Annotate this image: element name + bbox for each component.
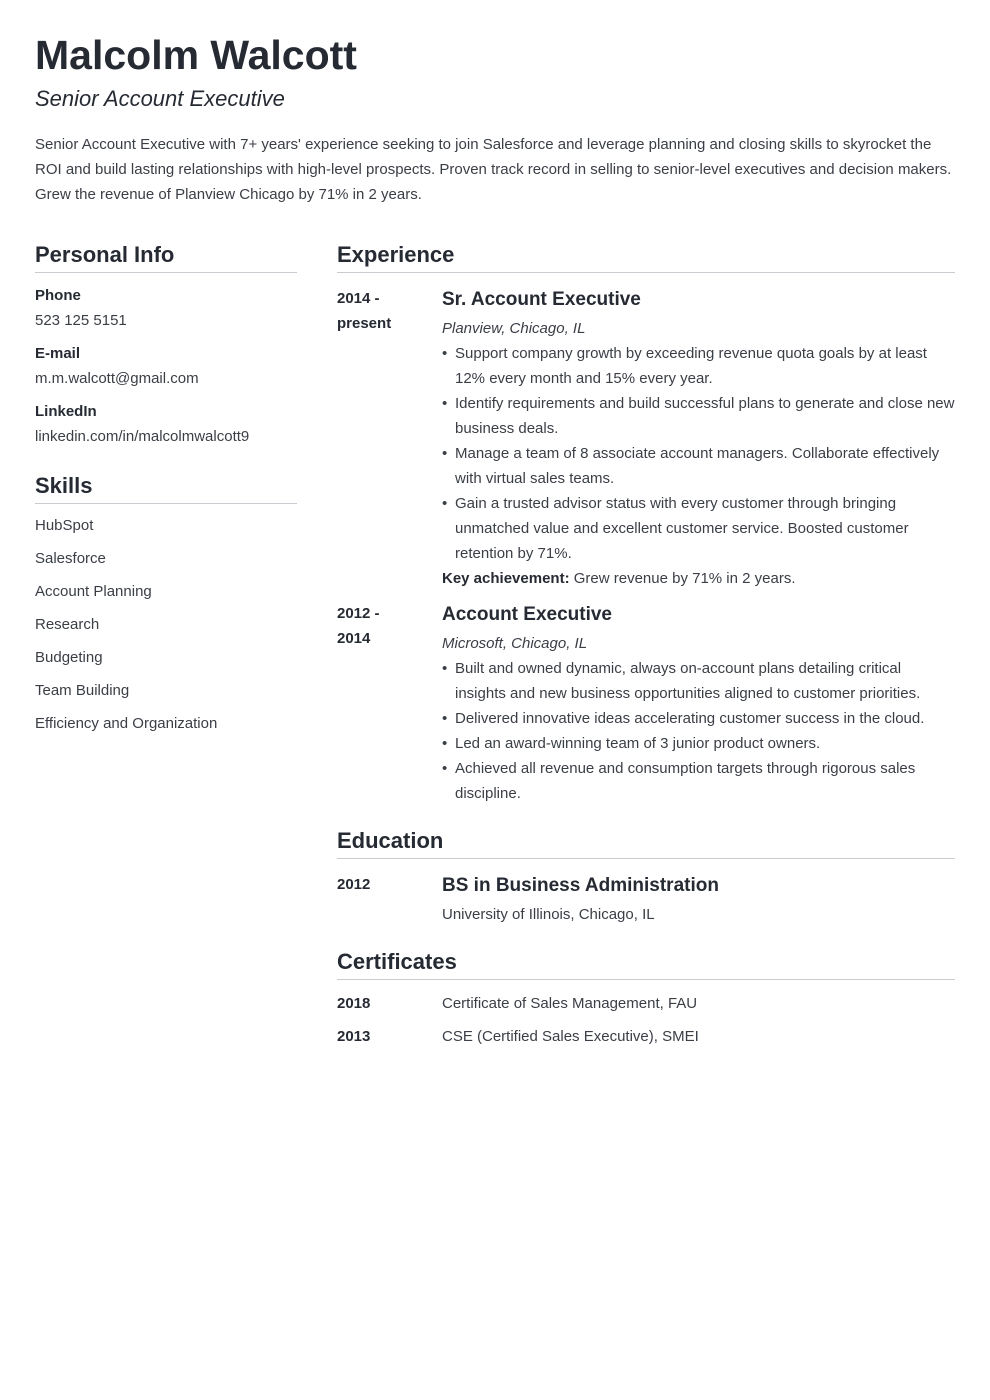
summary: Senior Account Executive with 7+ years' experience seeking to join Salesforce and leverage planning and closing skills to skyrocket the ROI and build lasting relationships with high-level prospects. Proven track record in selling to senior-level executives and decision makers. Grew the revenue of Planview Chicago by 71% in 2 years.	[35, 136, 952, 203]
key-achievement-label: Key achievement:	[442, 570, 570, 587]
skill-item: Efficiency and Organization	[35, 715, 218, 732]
linkedin-label: LinkedIn	[35, 403, 97, 420]
degree: BS in Business Administration	[442, 875, 719, 896]
bullet-item	[442, 656, 955, 706]
skill-item: Research	[35, 616, 100, 633]
job-company: Microsoft, Chicago, IL	[442, 635, 588, 652]
bullet-dot: •	[442, 735, 448, 752]
date-end: present	[337, 315, 392, 332]
skills-list	[35, 516, 297, 747]
bullet-item	[442, 441, 955, 491]
bullet-item	[442, 731, 955, 756]
email-value[interactable]: m.m.walcott@gmail.com	[35, 370, 199, 387]
bullet-item	[442, 756, 955, 806]
experience-heading: Experience	[337, 240, 955, 273]
certificate-year: 2013	[337, 1028, 371, 1045]
bullet-dot: •	[442, 660, 448, 677]
bullet-text: Gain a trusted advisor status with every customer through bringing unmatched value and excellent customer service. Boosted customer retention by 71%.	[455, 495, 909, 562]
experience-body	[442, 601, 955, 806]
job-company: Planview, Chicago, IL	[442, 320, 586, 337]
bullet-dot: •	[442, 710, 448, 727]
certificate-name: Certificate of Sales Management, FAU	[442, 995, 698, 1012]
bullet-text: Built and owned dynamic, always on-account plans detailing critical insights and new business opportunities aligned to customer priorities.	[455, 660, 921, 702]
education-year: 2012	[337, 876, 371, 893]
bullet-text: Delivered innovative ideas accelerating customer success in the cloud.	[455, 710, 925, 727]
bullet-item	[442, 706, 955, 731]
date-end: 2014	[337, 630, 371, 647]
right-column	[337, 240, 955, 1057]
bullet-item	[442, 341, 955, 391]
bullet-text: Achieved all revenue and consumption targets through rigorous sales discipline.	[455, 760, 916, 802]
bullet-dot: •	[442, 445, 448, 462]
certificates-heading: Certificates	[337, 947, 955, 980]
email-label: E-mail	[35, 345, 81, 362]
key-achievement-text: Grew revenue by 71% in 2 years.	[569, 570, 796, 587]
bullet-item	[442, 491, 955, 566]
experience-body	[442, 286, 955, 591]
skill-item: Team Building	[35, 682, 130, 699]
job-title: Sr. Account Executive	[442, 289, 641, 310]
candidate-name: Malcolm Walcott	[35, 32, 357, 78]
bullet-text: Support company growth by exceeding revenue quota goals by at least 12% every month and 15% every year.	[455, 345, 927, 387]
education-entry	[337, 872, 955, 927]
left-column	[35, 240, 297, 747]
school: University of Illinois, Chicago, IL	[442, 906, 655, 923]
skill-item: Account Planning	[35, 583, 152, 600]
education-body	[442, 872, 955, 927]
bullet-dot: •	[442, 395, 448, 412]
job-title: Account Executive	[442, 604, 612, 625]
skill-item: HubSpot	[35, 517, 94, 534]
certificate-year: 2018	[337, 995, 371, 1012]
bullet-text: Identify requirements and build successful plans to generate and close new business deals.	[455, 395, 955, 437]
experience-date	[337, 286, 442, 591]
phone-label: Phone	[35, 287, 81, 304]
experience-entry	[337, 601, 955, 806]
date-start: 2014 -	[337, 290, 380, 307]
key-achievement	[442, 566, 955, 591]
bullet-text: Led an award-winning team of 3 junior product owners.	[455, 735, 821, 752]
certificate-row	[337, 991, 955, 1024]
skills-heading: Skills	[35, 471, 297, 504]
phone-value: 523 125 5151	[35, 312, 127, 329]
certificate-name: CSE (Certified Sales Executive), SMEI	[442, 1028, 699, 1045]
skill-item: Budgeting	[35, 649, 103, 666]
personal-info-heading: Personal Info	[35, 240, 297, 273]
education-heading: Education	[337, 826, 955, 859]
job-bullets	[442, 341, 955, 566]
bullet-dot: •	[442, 760, 448, 777]
candidate-title: Senior Account Executive	[35, 86, 285, 111]
bullet-dot: •	[442, 495, 448, 512]
certificate-row	[337, 1024, 955, 1057]
bullet-item	[442, 391, 955, 441]
bullet-text: Manage a team of 8 associate account managers. Collaborate effectively with virtual sales teams.	[455, 445, 940, 487]
date-start: 2012 -	[337, 605, 380, 622]
experience-entry	[337, 286, 955, 591]
experience-date	[337, 601, 442, 806]
bullet-dot: •	[442, 345, 448, 362]
job-bullets	[442, 656, 955, 806]
certificates-list	[337, 991, 955, 1057]
skill-item: Salesforce	[35, 550, 106, 567]
linkedin-value[interactable]: linkedin.com/in/malcolmwalcott9	[35, 428, 250, 445]
